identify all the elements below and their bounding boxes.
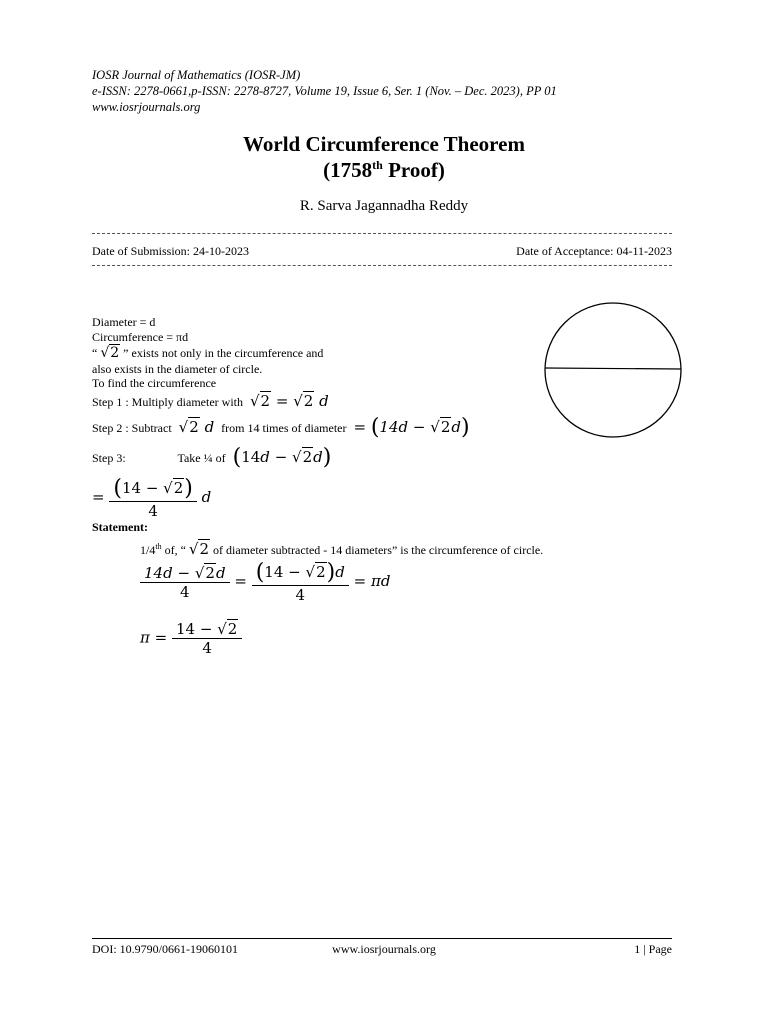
eq-d3: d [380,572,391,590]
pi-sqrt2: 2 [227,620,238,638]
eq-minus1: − [177,563,191,582]
pi-symbol: π [140,628,150,647]
step2-minus: − [412,418,426,436]
circumference-def: Circumference = πd [92,330,189,344]
frac1-d: d [201,488,212,506]
eq-d2: d [335,563,345,581]
subtitle-sup: th [372,158,383,172]
circle-outline [545,303,681,437]
author-name: R. Sarva Jagannadha Reddy [299,198,469,214]
statement-text: 1/4th of, “ √2 of diameter subtracted - 14 diameters” is the circumference of circle. [140,540,544,558]
step3-take: Take ¼ of [177,451,226,465]
paper-title: World Circumference Theorem [243,132,525,156]
step2-mid: from 14 times of diameter [221,421,347,435]
divider-bottom [92,265,672,266]
divider-top [92,233,672,234]
stmt-of: of, “ [161,543,186,557]
subtitle-pre: (1758 [323,158,373,182]
step2-eq: = [353,418,367,436]
eq-d1: d [215,563,226,582]
issn-line: e-ISSN: 2278-0661,p-ISSN: 2278-8727, Volume 19, Issue 6, Ser. 1 (Nov. – Dec. 2023), PP 01 [92,84,557,98]
step3-fraction: = $\frac{(14 - √2)}{4}$ d [92,476,212,520]
step-2: Step 2 : Subtract √2 d from 14 times of diameter = (14d − √2d) [92,415,470,440]
circle-diagram [540,300,686,442]
eq-eq1: = [234,572,247,590]
eq-minus2: − [288,563,301,581]
exists-line2: also exists in the diameter of circle. [92,362,263,376]
step3-d: d [260,448,270,466]
frac1-minus: − [145,479,159,497]
diameter-line [545,368,681,369]
step2-label: Step 2 : Subtract [92,421,172,435]
step2-d2: d [451,418,461,436]
frac1-sqrt2: 2 [173,479,184,497]
eq-eq2: = [353,572,367,590]
eq-den2: 4 [252,585,349,604]
pi-eq: = [154,628,168,647]
step1-label: Step 1 : Multiply diameter with [92,395,243,409]
step2-14d: 14d [379,418,409,436]
to-find-line: To find the circumference [92,376,217,390]
diameter-def: Diameter = d [92,315,156,329]
subtitle-post: Proof) [382,158,445,182]
stmt-pre: 1/4 [140,543,156,557]
sqrt2-value: 2 [110,345,120,361]
step2-sqrt2: 2 [189,418,199,436]
eq-14d: 14d [144,563,173,582]
journal-name: IOSR Journal of Mathematics (IOSR-JM) [92,68,301,82]
stmt-sqrt2: 2 [199,540,210,558]
step3-minus: − [274,448,288,466]
footer-doi[interactable]: DOI: 10.9790/0661-19060101 [92,942,238,956]
sqrt2-statement: “ √2 ” exists not only in the circumference and [92,345,324,361]
footer-page: 1 | Page [634,942,672,956]
step1-sqrt2a: 2 [260,392,271,410]
frac1-den: 4 [109,501,197,520]
statement-heading: Statement: [92,520,148,534]
eq-pi: π [370,572,381,590]
acceptance-date: Date of Acceptance: 04-11-2023 [516,244,672,258]
footer-rule [92,938,672,939]
equation-main: $\frac{14d - √2d}{4}$ = $\frac{(14 - √2)d}{4}$ = πd [140,560,390,604]
pi-minus: − [199,620,213,638]
frac1-14: 14 [121,479,142,497]
step-1: Step 1 : Multiply diameter with √2 = √2 d [92,392,329,410]
pi-14: 14 [176,620,196,638]
footer-url[interactable]: www.iosrjournals.org [332,942,436,956]
eq-sqrt2a: 2 [205,563,215,582]
quote-open: “ [92,346,98,360]
step3-d2: d [313,448,323,466]
step2-sqrt2b: 2 [440,418,451,436]
step-3: Step 3: Take ¼ of (14d − √2d) [92,445,332,470]
journal-url[interactable]: www.iosrjournals.org [92,100,201,114]
paper-subtitle [0,158,768,183]
step3-label: Step 3: [92,451,126,465]
exists-line1: ” exists not only in the circumference and [123,346,324,360]
stmt-sup: th [155,542,162,551]
frac1-eq: = [92,488,105,506]
step2-d: d [204,418,215,436]
pi-den: 4 [172,638,242,657]
step1-d: d [319,392,329,410]
eq-sqrt2b: 2 [316,563,326,581]
pi-equation: π = $\frac{14 - √2}{4}$ [140,620,242,657]
stmt-post: of diameter subtracted - 14 diameters” is the circumference of circle. [213,543,544,557]
step1-sqrt2b: 2 [303,392,314,410]
eq-14: 14 [264,563,284,581]
submission-date: Date of Submission: 24-10-2023 [92,244,249,258]
eq-den1: 4 [140,582,230,601]
step3-sqrt2: 2 [302,448,313,466]
step1-eq: = [275,392,289,410]
